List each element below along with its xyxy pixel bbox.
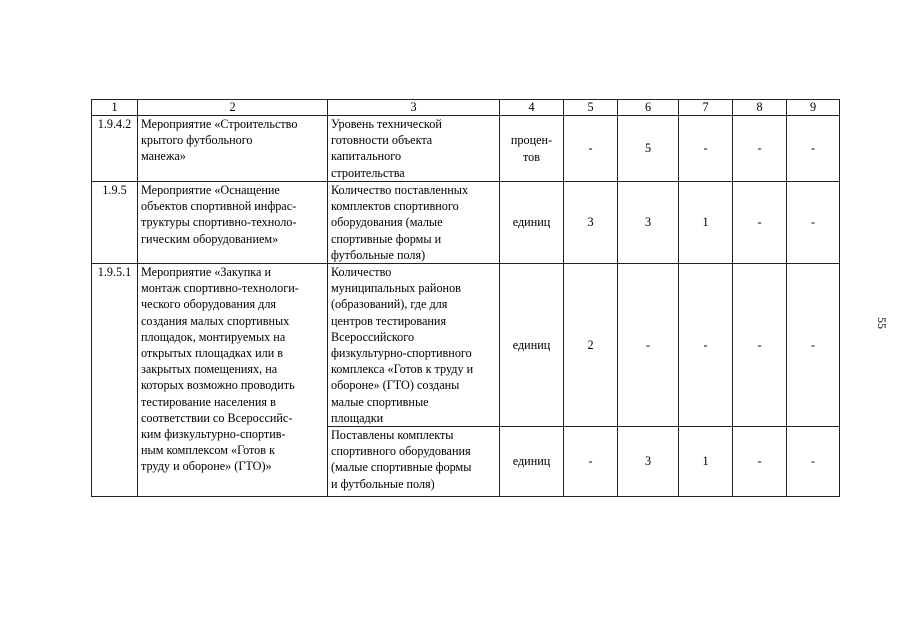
value-cell-8: - <box>733 427 787 497</box>
event-cell: Мероприятие «Закупка и монтаж спортивно-технологи- ческого оборудования для создания малых спортивных площадок, монтируемых на открытых площадках или в закрытых помещениях, на которых возможно проводить тестирование населения в соответствии со Всероссийс- ким физкультурно-спортив- ным комплексом «Готов к труду и обороне» (ГТО)» <box>138 264 328 497</box>
indicator-cell: Количество муниципальных районов (образований), где для центров тестирования Всероссийского физкультурно-спортивного комплекса «Готов к труду и обороне» (ГТО) созданы малые спортивные площадки <box>328 264 500 427</box>
unit-cell: процен- тов <box>500 116 564 182</box>
value-cell-9: - <box>787 427 840 497</box>
value-cell-5: 2 <box>564 264 618 427</box>
page-number: 55 <box>875 317 889 329</box>
value-cell-8: - <box>733 116 787 182</box>
table-header-row <box>92 100 840 116</box>
value-cell-5: - <box>564 116 618 182</box>
indicator-cell: Уровень технической готовности объекта капитального строительства <box>328 116 500 182</box>
value-cell-7: - <box>679 264 733 427</box>
value-cell-7: 1 <box>679 427 733 497</box>
unit-cell: единиц <box>500 182 564 264</box>
event-cell: Мероприятие «Оснащение объектов спортивной инфрас- труктуры спортивно-техноло- гическим оборудованием» <box>138 182 328 264</box>
indicator-cell: Количество поставленных комплектов спортивного оборудования (малые спортивные формы и футбольные поля) <box>328 182 500 264</box>
value-cell-9: - <box>787 182 840 264</box>
value-cell-6: 5 <box>618 116 679 182</box>
header-cell: 8 <box>733 100 787 116</box>
row-number: 1.9.5 <box>92 182 138 264</box>
header-cell: 7 <box>679 100 733 116</box>
value-cell-7: 1 <box>679 182 733 264</box>
value-cell-5: 3 <box>564 182 618 264</box>
header-cell: 2 <box>138 100 328 116</box>
header-cell: 5 <box>564 100 618 116</box>
value-cell-9: - <box>787 116 840 182</box>
header-cell: 3 <box>328 100 500 116</box>
unit-cell: единиц <box>500 427 564 497</box>
unit-cell: единиц <box>500 264 564 427</box>
table-row <box>92 264 840 427</box>
value-cell-6: 3 <box>618 182 679 264</box>
value-cell-8: - <box>733 264 787 427</box>
row-number: 1.9.5.1 <box>92 264 138 497</box>
measures-table <box>91 99 840 497</box>
value-cell-7: - <box>679 116 733 182</box>
indicator-cell: Поставлены комплекты спортивного оборудования (малые спортивные формы и футбольные поля) <box>328 427 500 497</box>
header-cell: 9 <box>787 100 840 116</box>
table-row <box>92 116 840 182</box>
header-cell: 4 <box>500 100 564 116</box>
event-cell: Мероприятие «Строительство крытого футбольного манежа» <box>138 116 328 182</box>
value-cell-6: 3 <box>618 427 679 497</box>
row-number: 1.9.4.2 <box>92 116 138 182</box>
value-cell-5: - <box>564 427 618 497</box>
table-row <box>92 182 840 264</box>
value-cell-6: - <box>618 264 679 427</box>
header-cell: 1 <box>92 100 138 116</box>
value-cell-8: - <box>733 182 787 264</box>
value-cell-9: - <box>787 264 840 427</box>
header-cell: 6 <box>618 100 679 116</box>
